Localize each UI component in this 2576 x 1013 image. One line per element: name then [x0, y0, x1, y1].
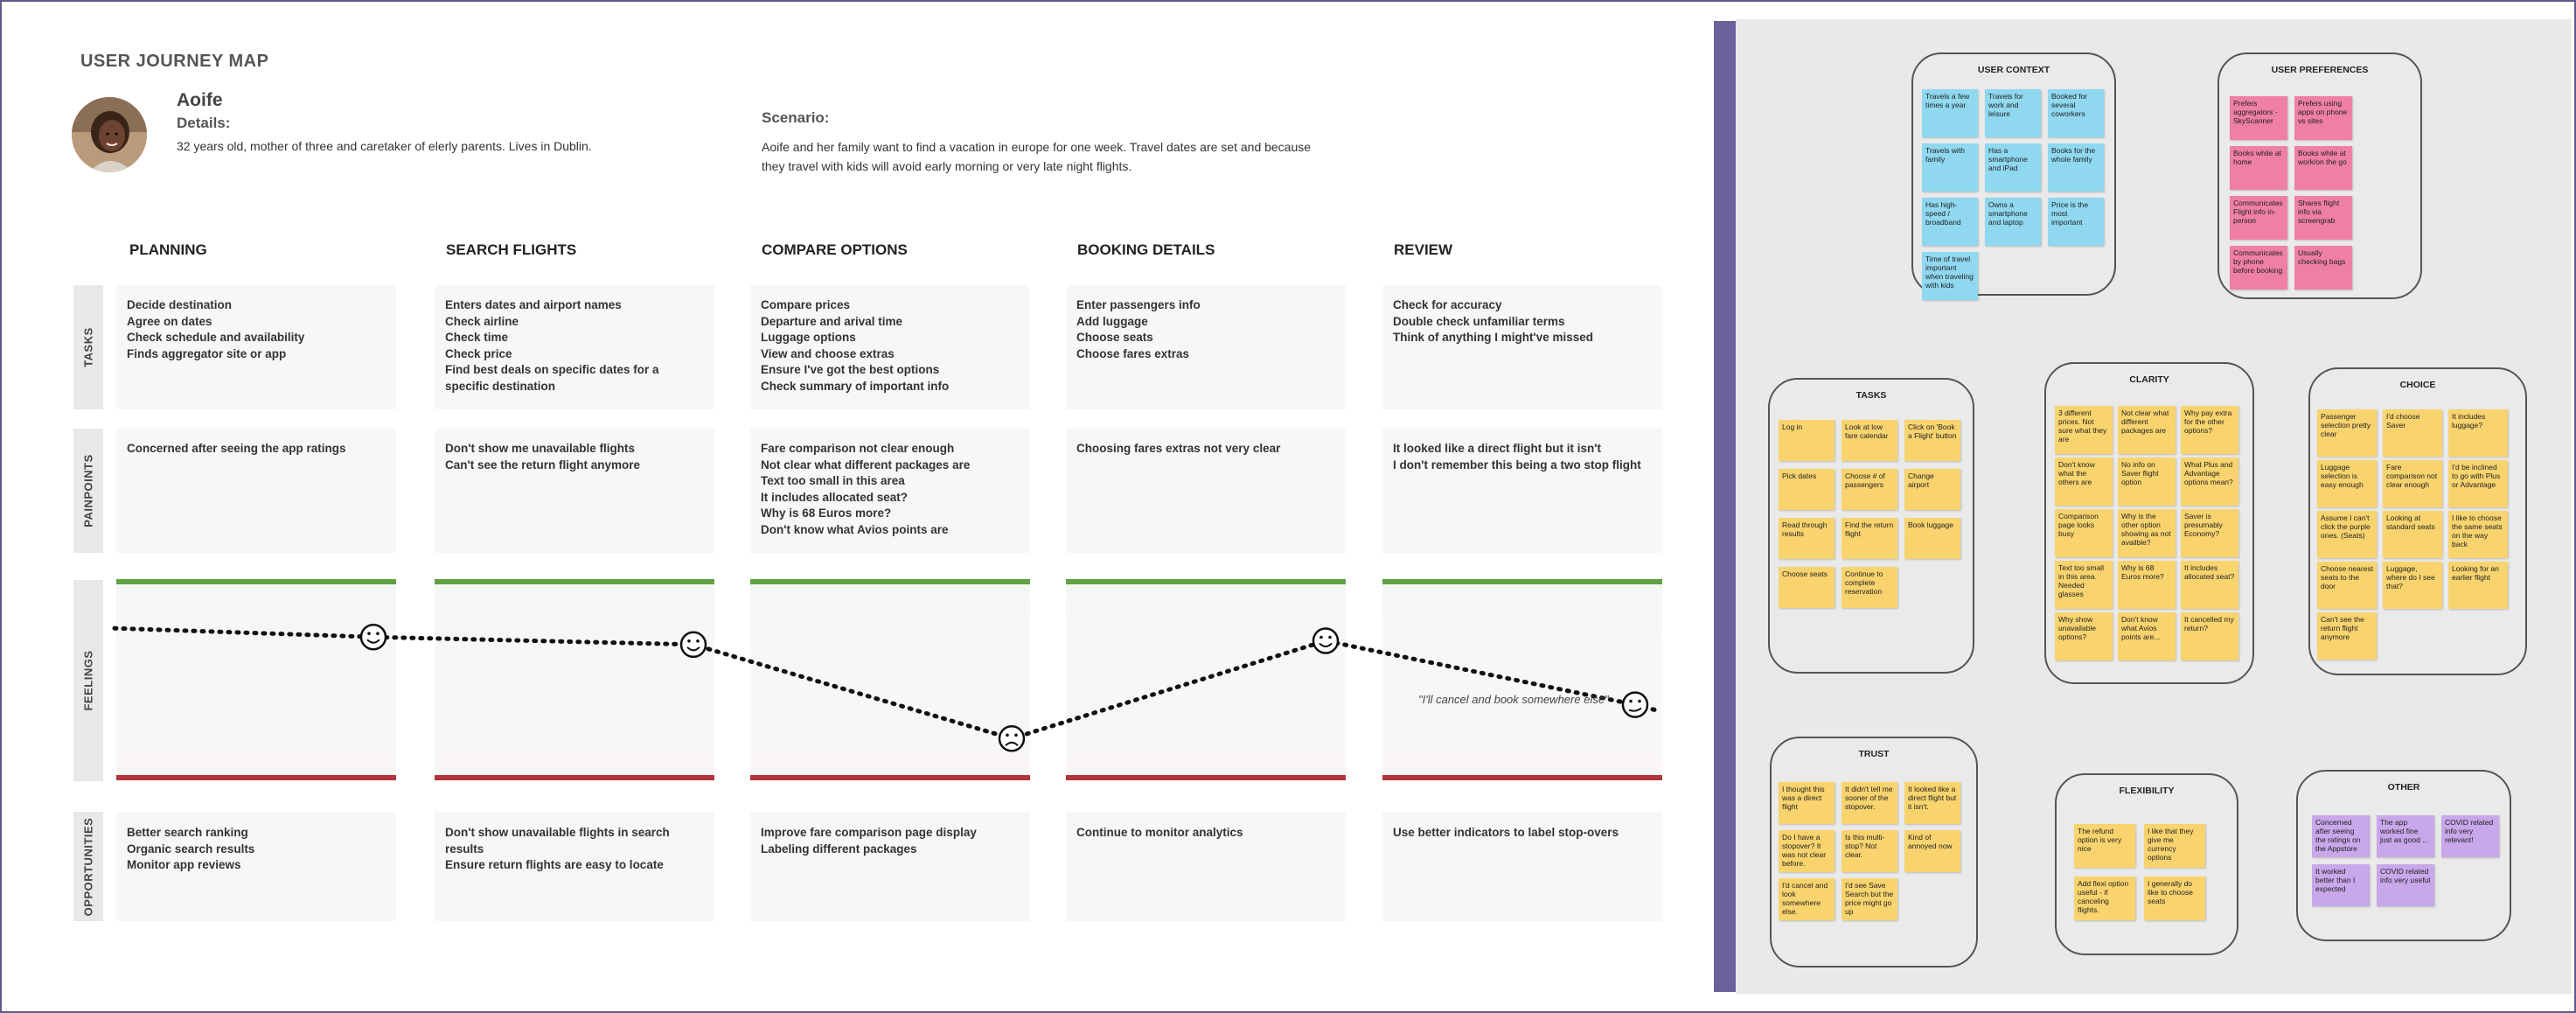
- sticky-note[interactable]: Travels a few times a year: [1922, 89, 1978, 137]
- sticky-note[interactable]: Choose nearest seats to the door: [2317, 562, 2377, 609]
- task-item: Choose fares extras: [1076, 346, 1190, 360]
- sticky-note[interactable]: What Plus and Advantage options mean?: [2181, 458, 2238, 506]
- task-item: Check price: [445, 346, 512, 360]
- sticky-note[interactable]: Pick dates: [1779, 469, 1835, 510]
- feelings-dotted-line: [115, 628, 1655, 738]
- task-item: Decide destination: [127, 298, 233, 311]
- sticky-note[interactable]: Usually checking bags: [2294, 246, 2352, 290]
- cluster-title: USER PREFERENCES: [2271, 65, 2369, 75]
- row-label-painpoints: PAINPOINTS: [73, 429, 103, 553]
- sticky-note[interactable]: Looking at standard seats: [2383, 511, 2442, 558]
- opportunity-item: Ensure return flights are easy to locate: [445, 858, 664, 871]
- cluster-title: CLARITY: [2129, 374, 2169, 385]
- cluster-title: TRUST: [1858, 749, 1890, 759]
- sticky-note[interactable]: Add flexi option useful - if canceling flights.: [2074, 877, 2135, 920]
- opportunities-cell-review: [1382, 812, 1662, 921]
- opportunity-item: Improve fare comparison page display: [761, 826, 977, 839]
- feeling-face-happy-icon: [681, 632, 706, 657]
- stage-header-compare-options: COMPARE OPTIONS: [762, 241, 908, 258]
- task-item: Think of anything I might've missed: [1393, 331, 1593, 344]
- sticky-note[interactable]: Books while at home: [2230, 146, 2287, 190]
- task-item: Departure and arival time: [761, 314, 903, 328]
- sticky-note[interactable]: It cancelled my return?: [2181, 612, 2238, 660]
- row-label-tasks: TASKS: [73, 285, 103, 409]
- row-label-feelings: FEELINGS: [73, 580, 103, 781]
- sticky-note[interactable]: Comparison page looks busy: [2055, 509, 2113, 557]
- sticky-note[interactable]: Why show unavailable options?: [2055, 612, 2113, 660]
- task-item: Luggage options: [761, 331, 856, 344]
- sticky-note[interactable]: Concerned after seeing the ratings on the Appstore: [2312, 815, 2370, 857]
- sticky-note[interactable]: I thought this was a direct flight: [1779, 782, 1835, 824]
- sticky-note[interactable]: Booked for several coworkers: [2048, 89, 2104, 137]
- sticky-note[interactable]: COVID related info very useful: [2377, 864, 2434, 906]
- sticky-note[interactable]: It includes allocated seat?: [2181, 561, 2238, 609]
- painpoint-item: Can't see the return flight anymore: [445, 458, 641, 472]
- sticky-note[interactable]: Why pay extra for the other options?: [2181, 406, 2238, 454]
- painpoint-item: Don't know what Avios points are: [761, 522, 949, 536]
- sticky-note[interactable]: I generally do like to choose seats: [2144, 877, 2205, 920]
- sticky-note[interactable]: Saver is presumably Economy?: [2181, 509, 2238, 557]
- scenario-text: Aoife and her family want to find a vacation in europe for one week. Travel dates are set and because they travel with kids will avoid early morning or very late night flights.: [762, 140, 1312, 173]
- opportunity-item: Organic search results: [127, 842, 255, 856]
- painpoint-item: Choosing fares extras not very clear: [1076, 442, 1281, 455]
- sticky-note[interactable]: Kind of annoyed now: [1904, 830, 1960, 872]
- cluster-title: CHOICE: [2399, 380, 2436, 390]
- sticky-note[interactable]: It didn't tell me sooner of the stopover.: [1841, 782, 1897, 824]
- persona-name: Aoife: [177, 90, 223, 110]
- painpoint-item: I don't remember this being a two stop flight: [1393, 458, 1641, 472]
- sticky-note[interactable]: Travels for work and leisure: [1985, 89, 2041, 137]
- sticky-note[interactable]: COVID related info very relevant!: [2441, 815, 2499, 857]
- sticky-note[interactable]: Change airport: [1904, 469, 1960, 510]
- sticky-note[interactable]: It worked better than I expected: [2312, 864, 2370, 906]
- sticky-note[interactable]: I'd cancel and look somewhere else.: [1779, 878, 1835, 920]
- sticky-note[interactable]: The refund option is very nice: [2074, 824, 2135, 868]
- sticky-note[interactable]: Choose seats: [1779, 567, 1835, 608]
- sticky-note[interactable]: Why is the other option showing as not availble?: [2118, 509, 2176, 557]
- feeling-face-neutral-icon: [1623, 693, 1647, 717]
- sticky-note[interactable]: Looking for an earlier flight: [2448, 562, 2508, 609]
- sticky-note[interactable]: I like to choose the same seats on the way back: [2448, 511, 2508, 558]
- opportunity-item: Continue to monitor analytics: [1076, 826, 1243, 839]
- stage-header-booking-details: BOOKING DETAILS: [1077, 241, 1215, 258]
- sticky-note[interactable]: Books for the whole family: [2048, 143, 2104, 192]
- painpoint-item: Concerned after seeing the app ratings: [127, 442, 346, 455]
- sticky-note[interactable]: Read through results: [1779, 518, 1835, 559]
- sticky-note[interactable]: Book luggage: [1904, 518, 1960, 559]
- feeling-face-happy-icon: [361, 625, 386, 649]
- task-item: Compare prices: [761, 298, 851, 311]
- stage-header-planning: PLANNING: [129, 241, 207, 258]
- sticky-note[interactable]: Choose # of passengers: [1841, 469, 1897, 510]
- task-item: Check airline: [445, 314, 519, 328]
- opportunities-cell-booking-details: [1066, 812, 1346, 921]
- sticky-note[interactable]: Has a smartphone and iPad: [1985, 143, 2041, 192]
- painpoint-item: Fare comparison not clear enough: [761, 442, 955, 455]
- sticky-note[interactable]: Look at low fare calendar: [1841, 420, 1897, 461]
- painpoint-item: It looked like a direct flight but it isn't: [1393, 442, 1601, 455]
- sticky-note[interactable]: Fare comparison not clear enough: [2383, 460, 2442, 507]
- map-title: USER JOURNEY MAP: [80, 52, 269, 71]
- details-label: Details:: [177, 115, 231, 131]
- sticky-note[interactable]: It includes luggage?: [2448, 409, 2508, 457]
- painpoint-item: Don't show me unavailable flights: [445, 442, 635, 455]
- sticky-note[interactable]: Communicates Flight info in-person: [2230, 196, 2287, 240]
- sticky-note[interactable]: Can't see the return flight anymore: [2317, 612, 2377, 660]
- sticky-note[interactable]: Has high-speed / broadband: [1922, 198, 1978, 246]
- sticky-note[interactable]: 3 different prices. Not sure what they are: [2055, 406, 2113, 454]
- sticky-note[interactable]: No info on Saver flight option: [2118, 458, 2176, 506]
- opportunity-item: Monitor app reviews: [127, 858, 241, 871]
- cluster-title: FLEXIBILITY: [2119, 786, 2175, 796]
- feeling-face-happy-icon: [1313, 629, 1338, 653]
- task-item: specific destination: [445, 379, 556, 393]
- sticky-note[interactable]: I'd see Save Search but the price might go up: [1841, 878, 1897, 920]
- task-item: Ensure I've got the best options: [761, 363, 940, 376]
- stage-header-search-flights: SEARCH FLIGHTS: [446, 241, 577, 258]
- sticky-note[interactable]: Text too small in this area. Needed glasses: [2055, 561, 2113, 609]
- sticky-note[interactable]: I'd choose Saver: [2383, 409, 2442, 457]
- sticky-note[interactable]: Continue to complete reservation: [1841, 567, 1897, 608]
- sticky-note[interactable]: Click on 'Book a Flight' button: [1904, 420, 1960, 461]
- opportunities-cell-compare-options: [750, 812, 1030, 921]
- sticky-note[interactable]: Don't know what Avios points are...: [2118, 612, 2176, 660]
- board-divider: [1714, 21, 1736, 992]
- task-item: Check summary of important info: [761, 379, 950, 393]
- scenario-label: Scenario:: [762, 109, 830, 126]
- feeling-face-sad-icon: [999, 726, 1024, 751]
- sticky-note[interactable]: I'd be inclined to go with Plus or Advantage: [2448, 460, 2508, 507]
- task-item: Find best deals on specific dates for a: [445, 363, 659, 376]
- sticky-note[interactable]: Don't know what the others are: [2055, 458, 2113, 506]
- sticky-note[interactable]: Luggage selection is easy enough: [2317, 460, 2377, 507]
- sticky-note[interactable]: Log in: [1779, 420, 1835, 461]
- sticky-note[interactable]: Assume I can't click the purple ones. (Seats): [2317, 511, 2377, 558]
- cluster-title: TASKS: [1855, 390, 1887, 401]
- sticky-note[interactable]: Price is the most important: [2048, 198, 2104, 246]
- sticky-note[interactable]: Is this multi-stop? Not clear.: [1841, 830, 1897, 872]
- sticky-note[interactable]: Luggage, where do I see that?: [2383, 562, 2442, 609]
- row-label-opportunities: OPPORTUNITIES: [73, 812, 103, 921]
- task-item: Check time: [445, 331, 509, 344]
- sticky-note[interactable]: Communicates by phone before booking: [2230, 246, 2287, 290]
- task-item: Enters dates and airport names: [445, 298, 622, 311]
- painpoint-item: Why is 68 Euros more?: [761, 506, 892, 520]
- opportunity-item: Better search ranking: [127, 826, 248, 839]
- sticky-note[interactable]: Books while at work/on the go: [2294, 146, 2352, 190]
- opportunities-cell-search-flights: [435, 812, 714, 921]
- task-item: Check for accuracy: [1393, 298, 1502, 311]
- opportunity-item: Use better indicators to label stop-overs: [1393, 826, 1619, 839]
- painpoint-item: Not clear what different packages are: [761, 458, 971, 472]
- task-item: Double check unfamiliar terms: [1393, 314, 1565, 328]
- feelings-quote: "I'll cancel and book somewhere else": [1418, 693, 1609, 706]
- sticky-note[interactable]: Do I have a stopover? It was not clear before.: [1779, 830, 1835, 872]
- task-item: Choose seats: [1076, 331, 1153, 344]
- task-item: Finds aggregator site or app: [127, 346, 287, 360]
- task-item: View and choose extras: [761, 346, 895, 360]
- sticky-note[interactable]: Not clear what different packages are: [2118, 406, 2176, 454]
- sticky-note[interactable]: Find the return flight: [1841, 518, 1897, 559]
- sticky-note[interactable]: Travels with family: [1922, 143, 1978, 192]
- details-text: 32 years old, mother of three and caretaker of elerly parents. Lives in Dublin.: [177, 139, 592, 153]
- opportunity-item: Don't show unavailable flights in search results: [445, 826, 670, 856]
- sticky-note[interactable]: Prefers aggregators - SkyScanner: [2230, 96, 2287, 140]
- sticky-note[interactable]: Why is 68 Euros more?: [2118, 561, 2176, 609]
- painpoint-item: It includes allocated seat?: [761, 490, 909, 504]
- cluster-title: USER CONTEXT: [1977, 65, 2050, 75]
- sticky-note[interactable]: Owns a smartphone and laptop: [1985, 198, 2041, 246]
- sticky-note[interactable]: Prefers using apps on phone vs sites: [2294, 96, 2352, 140]
- task-item: Enter passengers info: [1076, 298, 1201, 311]
- cluster-title: OTHER: [2387, 782, 2420, 793]
- task-item: Add luggage: [1076, 314, 1148, 328]
- task-item: Agree on dates: [127, 314, 212, 328]
- opportunities-cell-planning: [116, 812, 396, 921]
- task-item: Check schedule and availability: [127, 331, 305, 344]
- stage-header-review: REVIEW: [1394, 241, 1453, 258]
- sticky-note[interactable]: I like that they give me currency options: [2144, 824, 2205, 868]
- sticky-note[interactable]: The app worked fine just as good ...: [2377, 815, 2434, 857]
- opportunity-item: Labeling different packages: [761, 842, 917, 856]
- sticky-note[interactable]: Passenger selection pretty clear: [2317, 409, 2377, 457]
- painpoint-item: Text too small in this area: [761, 474, 905, 487]
- sticky-note[interactable]: Shares flight info via screengrab: [2294, 196, 2352, 240]
- sticky-note[interactable]: It looked like a direct flight but it isn't.: [1904, 782, 1960, 824]
- sticky-note[interactable]: Time of travel important when traveling with kids: [1922, 252, 1978, 300]
